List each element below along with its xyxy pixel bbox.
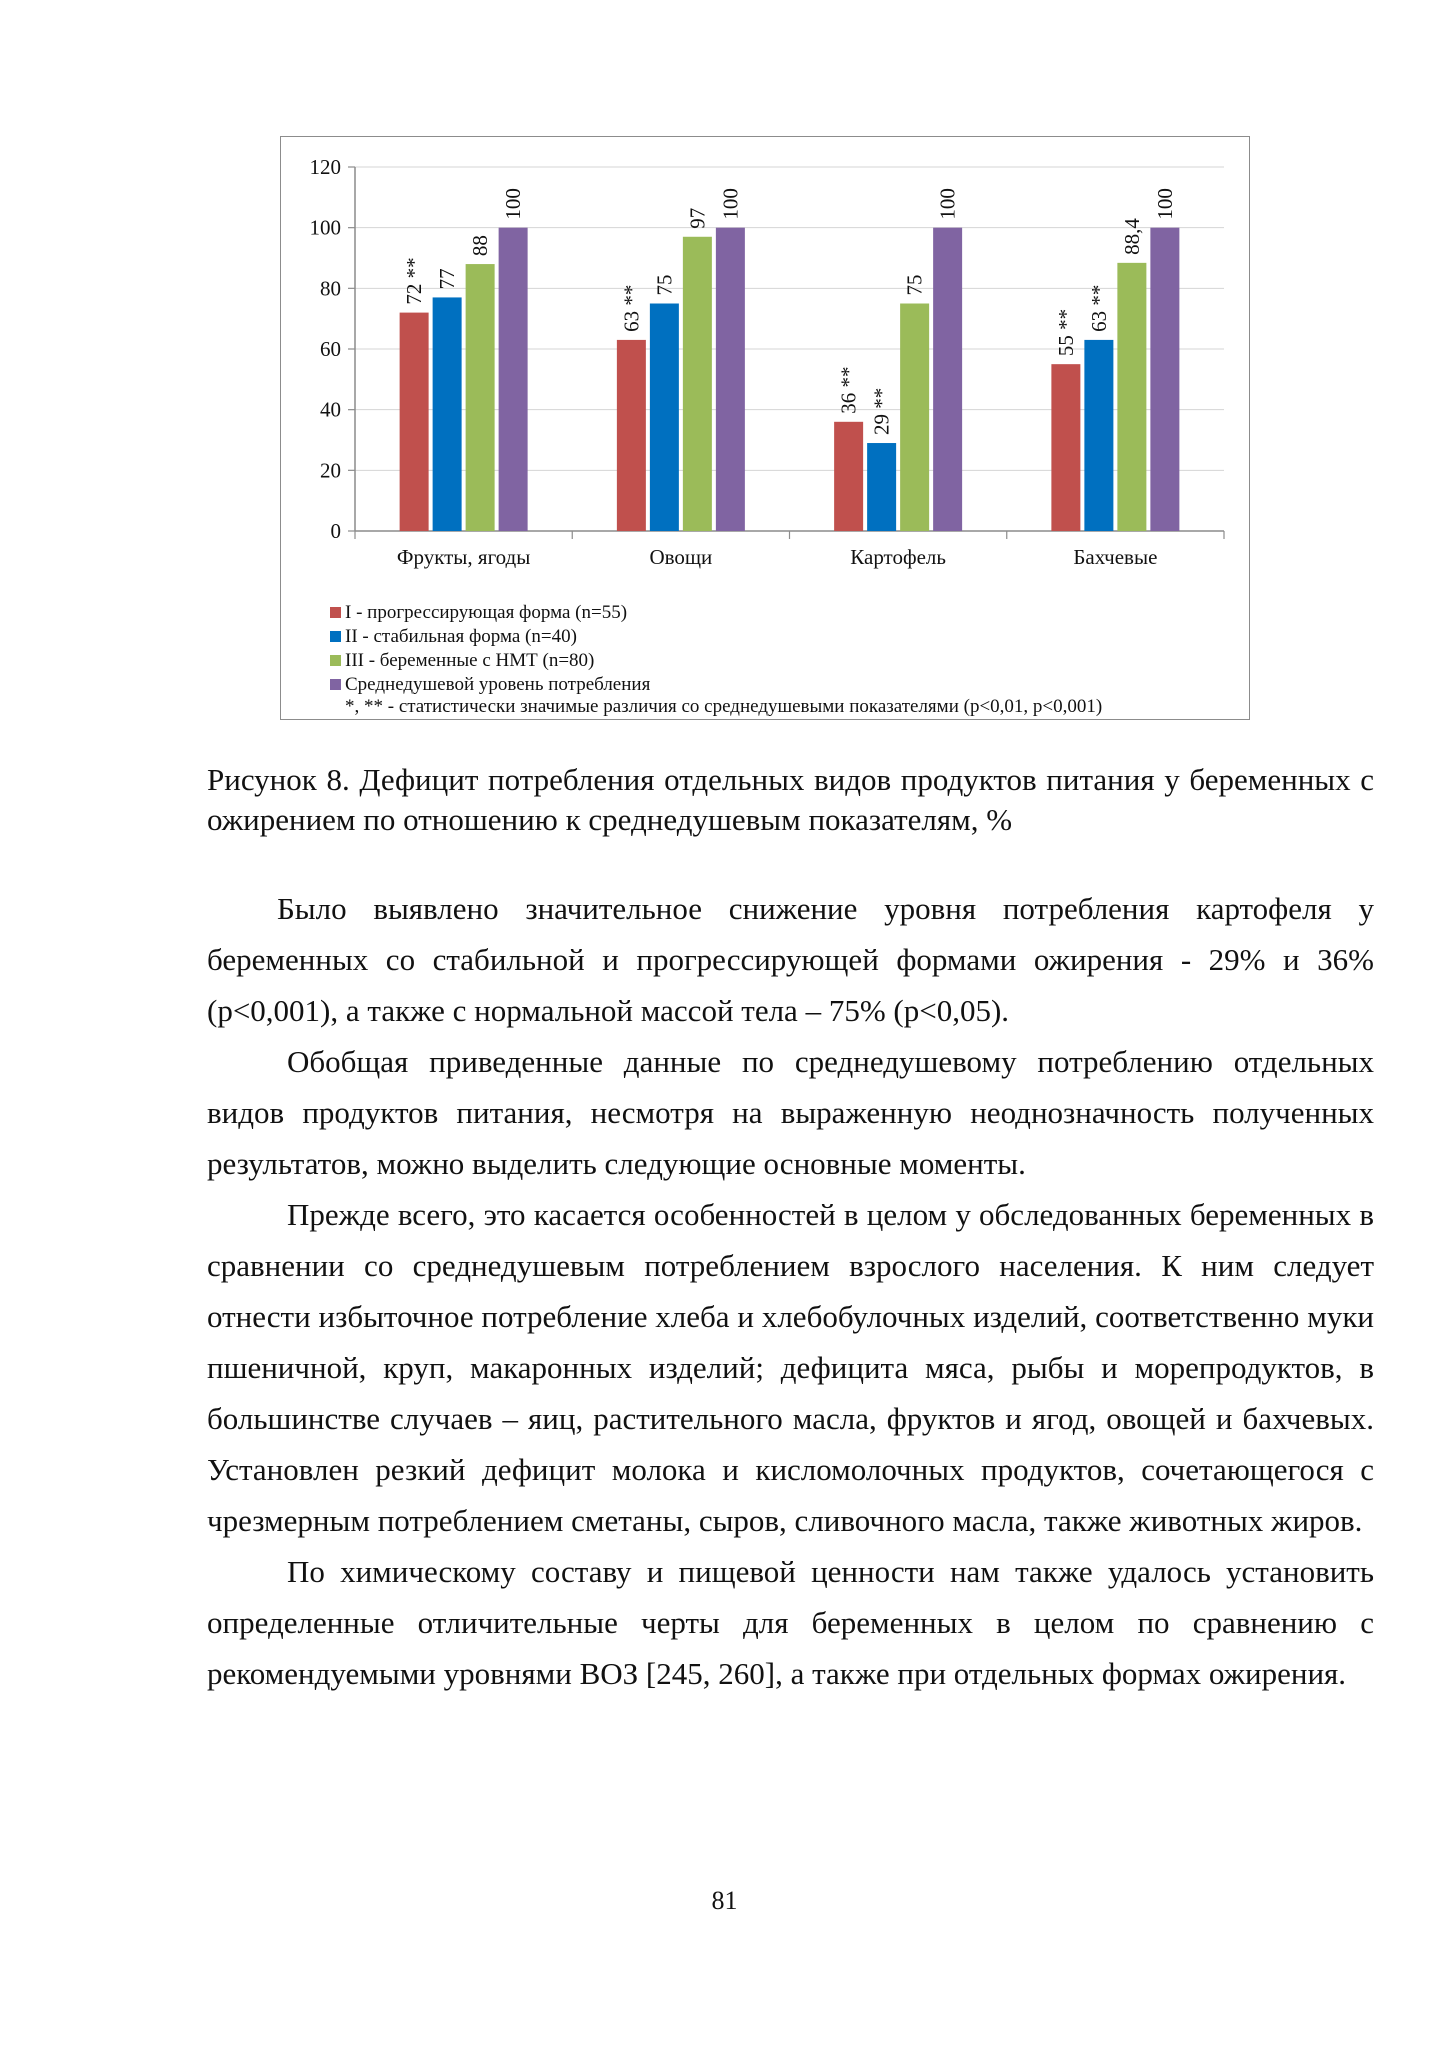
data-label: 88 xyxy=(468,235,493,257)
paragraph: По химическому составу и пищевой ценности нам также удалось установить определенные отличительные черты для беременных в целом по сравнению с рекомендуемыми уровнями ВОЗ [245, 260], а также при отдельных формах ожирения. xyxy=(207,1554,1374,1691)
page-number: 81 xyxy=(711,1886,738,1915)
bar xyxy=(466,264,495,531)
bar xyxy=(1051,364,1080,531)
bar xyxy=(1117,263,1146,531)
bar xyxy=(1084,340,1113,531)
x-tick-label: Картофель xyxy=(850,545,946,569)
bar xyxy=(834,422,863,531)
y-tick-label: 0 xyxy=(330,519,341,543)
legend-label: III - беременные с НМТ (n=80) xyxy=(345,650,595,671)
y-tick-label: 100 xyxy=(309,215,341,240)
data-label: 63 ** xyxy=(619,284,644,332)
body-text xyxy=(207,883,1374,1699)
bar xyxy=(499,228,528,531)
figure-caption: Рисунок 8. Дефицит потребления отдельных видов продуктов питания у беременных с ожирением по отношению к среднедушевым показателям, % xyxy=(207,762,1374,837)
bar xyxy=(867,443,896,531)
bar-chart xyxy=(281,137,1248,718)
legend-swatch xyxy=(330,679,341,690)
x-tick-label: Овощи xyxy=(649,545,713,569)
bar xyxy=(683,237,712,531)
bar xyxy=(1150,228,1179,531)
legend-label: I - прогрессирующая форма (n=55) xyxy=(345,602,628,623)
bar xyxy=(400,313,429,531)
data-label: 72 ** xyxy=(402,257,427,305)
bar xyxy=(933,228,962,531)
x-tick-label: Фрукты, ягоды xyxy=(396,545,531,569)
data-label: 75 xyxy=(902,274,927,296)
y-tick-label: 20 xyxy=(320,458,341,483)
chart-frame xyxy=(280,136,1250,720)
legend-swatch xyxy=(330,655,341,666)
bar xyxy=(650,304,679,532)
data-label: 77 xyxy=(435,268,460,290)
paragraph: Прежде всего, это касается особенностей в целом у обследованных беременных в сравнении со среднедушевым потреблением взрослого населения. К ним следует отнести избыточное потребление хлеба и хлебобулочных изделий, соответственно муки пшеничной, круп, макаронных изделий; дефицита мяса, рыбы и морепродуктов, в большинстве случаев – яиц, растительного масла, фруктов и ягод, овощей и бахчевых. Установлен резкий дефицит молока и кисломолочных продуктов, сочетающегося с чрезмерным потреблением сметаны, сыров, сливочного масла, также животных жиров. xyxy=(207,1197,1374,1538)
bar xyxy=(617,340,646,531)
bar xyxy=(433,297,462,531)
data-label: 63 ** xyxy=(1086,284,1111,332)
chart-footnote: *, ** - статистически значимые различия со среднедушевыми показателями (р<0,01, р<0,001) xyxy=(345,696,1103,717)
y-tick-label: 60 xyxy=(320,337,341,361)
data-label: 100 xyxy=(501,188,526,220)
bar xyxy=(716,228,745,531)
paragraph: Было выявлено значительное снижение уровня потребления картофеля у беременных со стабильной и прогрессирующей формами ожирения - 29% и 36% (р<0,001), а также с нормальной массой тела – 75% (р<0,05). xyxy=(207,891,1374,1028)
legend-label: II - стабильная форма (n=40) xyxy=(345,626,577,647)
data-label: 36 ** xyxy=(836,366,861,414)
data-label: 55 ** xyxy=(1053,308,1078,357)
data-label: 100 xyxy=(718,188,743,220)
y-tick-label: 80 xyxy=(320,276,341,301)
legend-swatch xyxy=(330,631,341,642)
x-tick-label: Бахчевые xyxy=(1073,545,1158,569)
data-label: 100 xyxy=(935,188,960,220)
y-tick-label: 120 xyxy=(309,155,341,179)
data-label: 29 ** xyxy=(869,387,894,436)
data-label: 100 xyxy=(1152,188,1177,220)
bar xyxy=(900,304,929,532)
data-label: 97 xyxy=(685,207,710,229)
legend-swatch xyxy=(330,607,341,618)
data-label: 88,4 xyxy=(1119,218,1144,255)
y-tick-label: 40 xyxy=(320,397,341,422)
data-label: 75 xyxy=(652,274,677,296)
legend-label: Среднедушевой уровень потребления xyxy=(345,674,651,695)
paragraph: Обобщая приведенные данные по среднедушевому потреблению отдельных видов продуктов питания, несмотря на выраженную неоднозначность полученных результатов, можно выделить следующие основные моменты. xyxy=(207,1044,1374,1181)
